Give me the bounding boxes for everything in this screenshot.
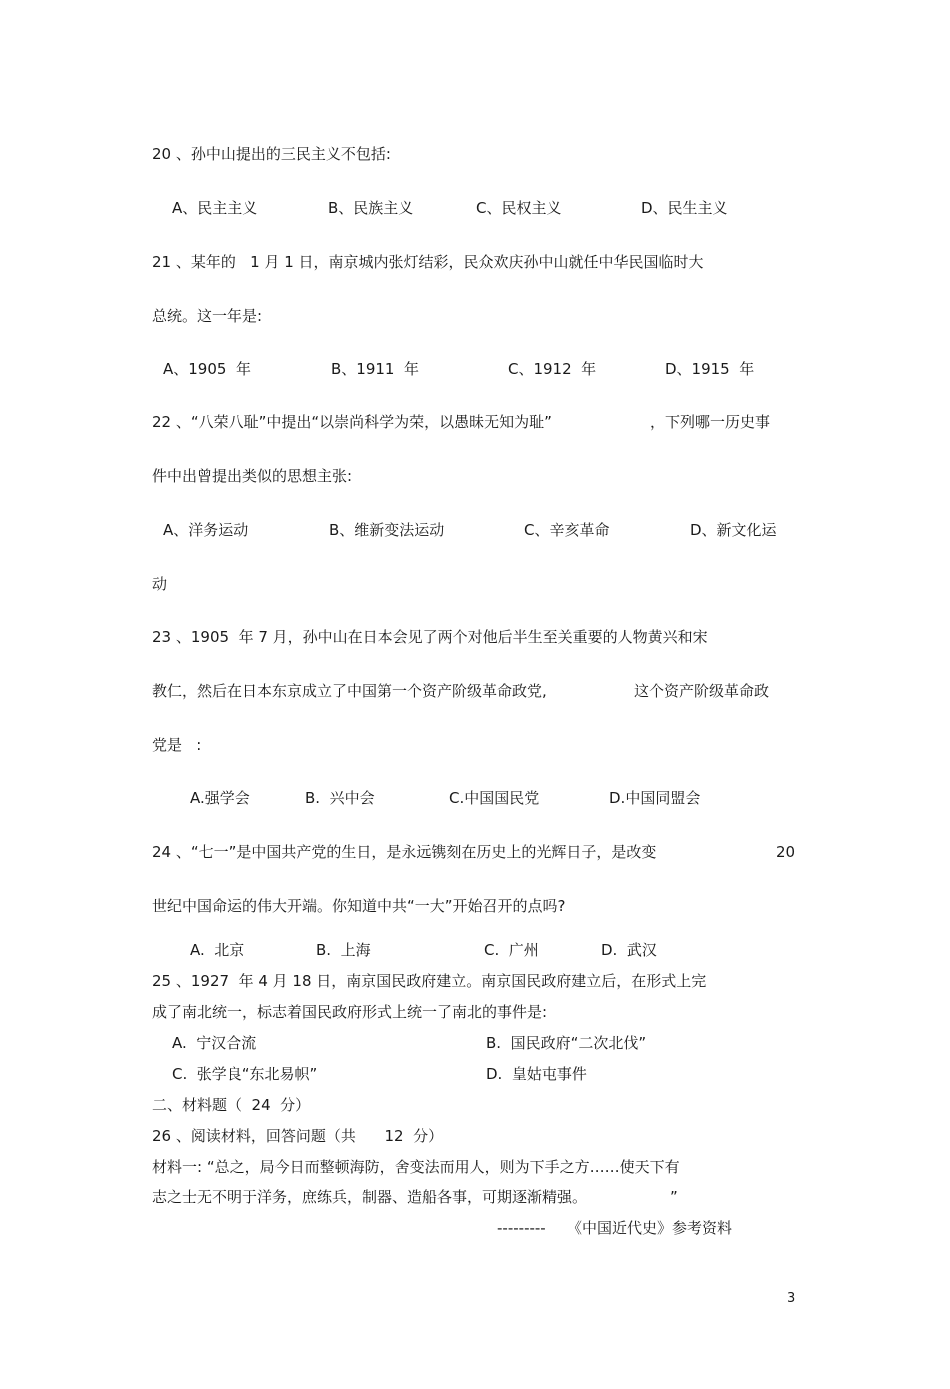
q20-option-b: B、民族主义 — [328, 199, 414, 217]
q23-option-b: B. 兴中会 — [305, 789, 375, 807]
q21-stem-line1: 21 、某年的 1 月 1 日，南京城内张灯结彩，民众欢庆孙中山就任中华民国临时大 — [152, 253, 704, 271]
q23-stem-line3: 党是 : — [152, 736, 202, 754]
q22-stem-line1: 22 、“八荣八耻”中提出“以崇尚科学为荣，以愚昧无知为耻” — [152, 413, 552, 431]
q22-stem-line1-tail: ，下列哪一历史事 — [650, 413, 771, 431]
page-number: 3 — [787, 1291, 796, 1306]
q20-option-a: A、民主主义 — [172, 199, 258, 217]
q25-stem-line1: 25 、1927 年 4 月 18 日，南京国民政府建立。南京国民政府建立后，在形式上完 — [152, 972, 707, 990]
material1-line1: 材料一: “总之，局今日而整顿海防，舍变法而用人，则为下手之方……使天下有 — [152, 1158, 680, 1176]
q20-option-d: D、民生主义 — [641, 199, 728, 217]
q22-option-c: C、辛亥革命 — [524, 521, 610, 539]
q25-option-d: D. 皇姑屯事件 — [486, 1065, 587, 1083]
q23-option-a: A.强学会 — [190, 789, 250, 807]
q25-stem-line2: 成了南北统一，标志着国民政府形式上统一了南北的事件是: — [152, 1003, 548, 1021]
q23-stem-line1: 23 、1905 年 7 月，孙中山在日本会见了两个对他后半生至关重要的人物黄兴和宋 — [152, 628, 708, 646]
q21-option-c: C、1912 年 — [508, 360, 597, 378]
q24-option-b: B. 上海 — [316, 941, 371, 959]
q22-option-d: D、新文化运 — [690, 521, 777, 539]
q24-stem-line1-tail: 20 — [776, 843, 796, 861]
material1-line2: 志之士无不明于洋务，庶练兵，制器、造船各事，可期逐渐精强。 — [152, 1188, 588, 1206]
q24-option-d: D. 武汉 — [601, 941, 657, 959]
q24-option-c: C. 广州 — [484, 941, 539, 959]
q24-option-a: A. 北京 — [190, 941, 245, 959]
q22-stem-line2: 件中出曾提出类似的思想主张: — [152, 467, 353, 485]
q25-option-b: B. 国民政府“二次北伐” — [486, 1034, 647, 1052]
q23-option-d: D.中国同盟会 — [609, 789, 701, 807]
q24-stem-line2: 世纪中国命运的伟大开端。你知道中共“一大”开始召开的点吗? — [152, 897, 566, 915]
q21-option-d: D、1915 年 — [665, 360, 755, 378]
material1-closing-quote: ” — [670, 1188, 678, 1206]
q22-option-b: B、维新变法运动 — [329, 521, 445, 539]
q22-option-a: A、洋务运动 — [163, 521, 249, 539]
q21-option-b: B、1911 年 — [331, 360, 420, 378]
section-heading: 二、材料题（ 24 分） — [152, 1096, 311, 1114]
q25-option-c: C. 张学良“东北易帜” — [172, 1065, 318, 1083]
q23-stem-line2: 教仁，然后在日本东京成立了中国第一个资产阶级革命政党, — [152, 682, 547, 700]
q21-option-a: A、1905 年 — [163, 360, 251, 378]
q25-option-a: A. 宁汉合流 — [172, 1034, 257, 1052]
q24-stem-line1: 24 、“七一”是中国共产党的生日，是永远镌刻在历史上的光辉日子，是改变 — [152, 843, 657, 861]
q20-option-c: C、民权主义 — [476, 199, 562, 217]
q23-stem-line2-tail: 这个资产阶级革命政 — [634, 682, 770, 700]
q23-option-c: C.中国国民党 — [449, 789, 540, 807]
q20-stem: 20 、孙中山提出的三民主义不包括: — [152, 145, 391, 163]
q26-stem: 26 、阅读材料，回答问题（共 12 分） — [152, 1127, 444, 1145]
q22-option-d-continued: 动 — [152, 575, 168, 593]
source-citation: 《中国近代史》参考资料 — [567, 1219, 733, 1237]
q21-stem-line2: 总统。这一年是: — [152, 307, 263, 325]
source-dash: --------- — [497, 1219, 546, 1237]
